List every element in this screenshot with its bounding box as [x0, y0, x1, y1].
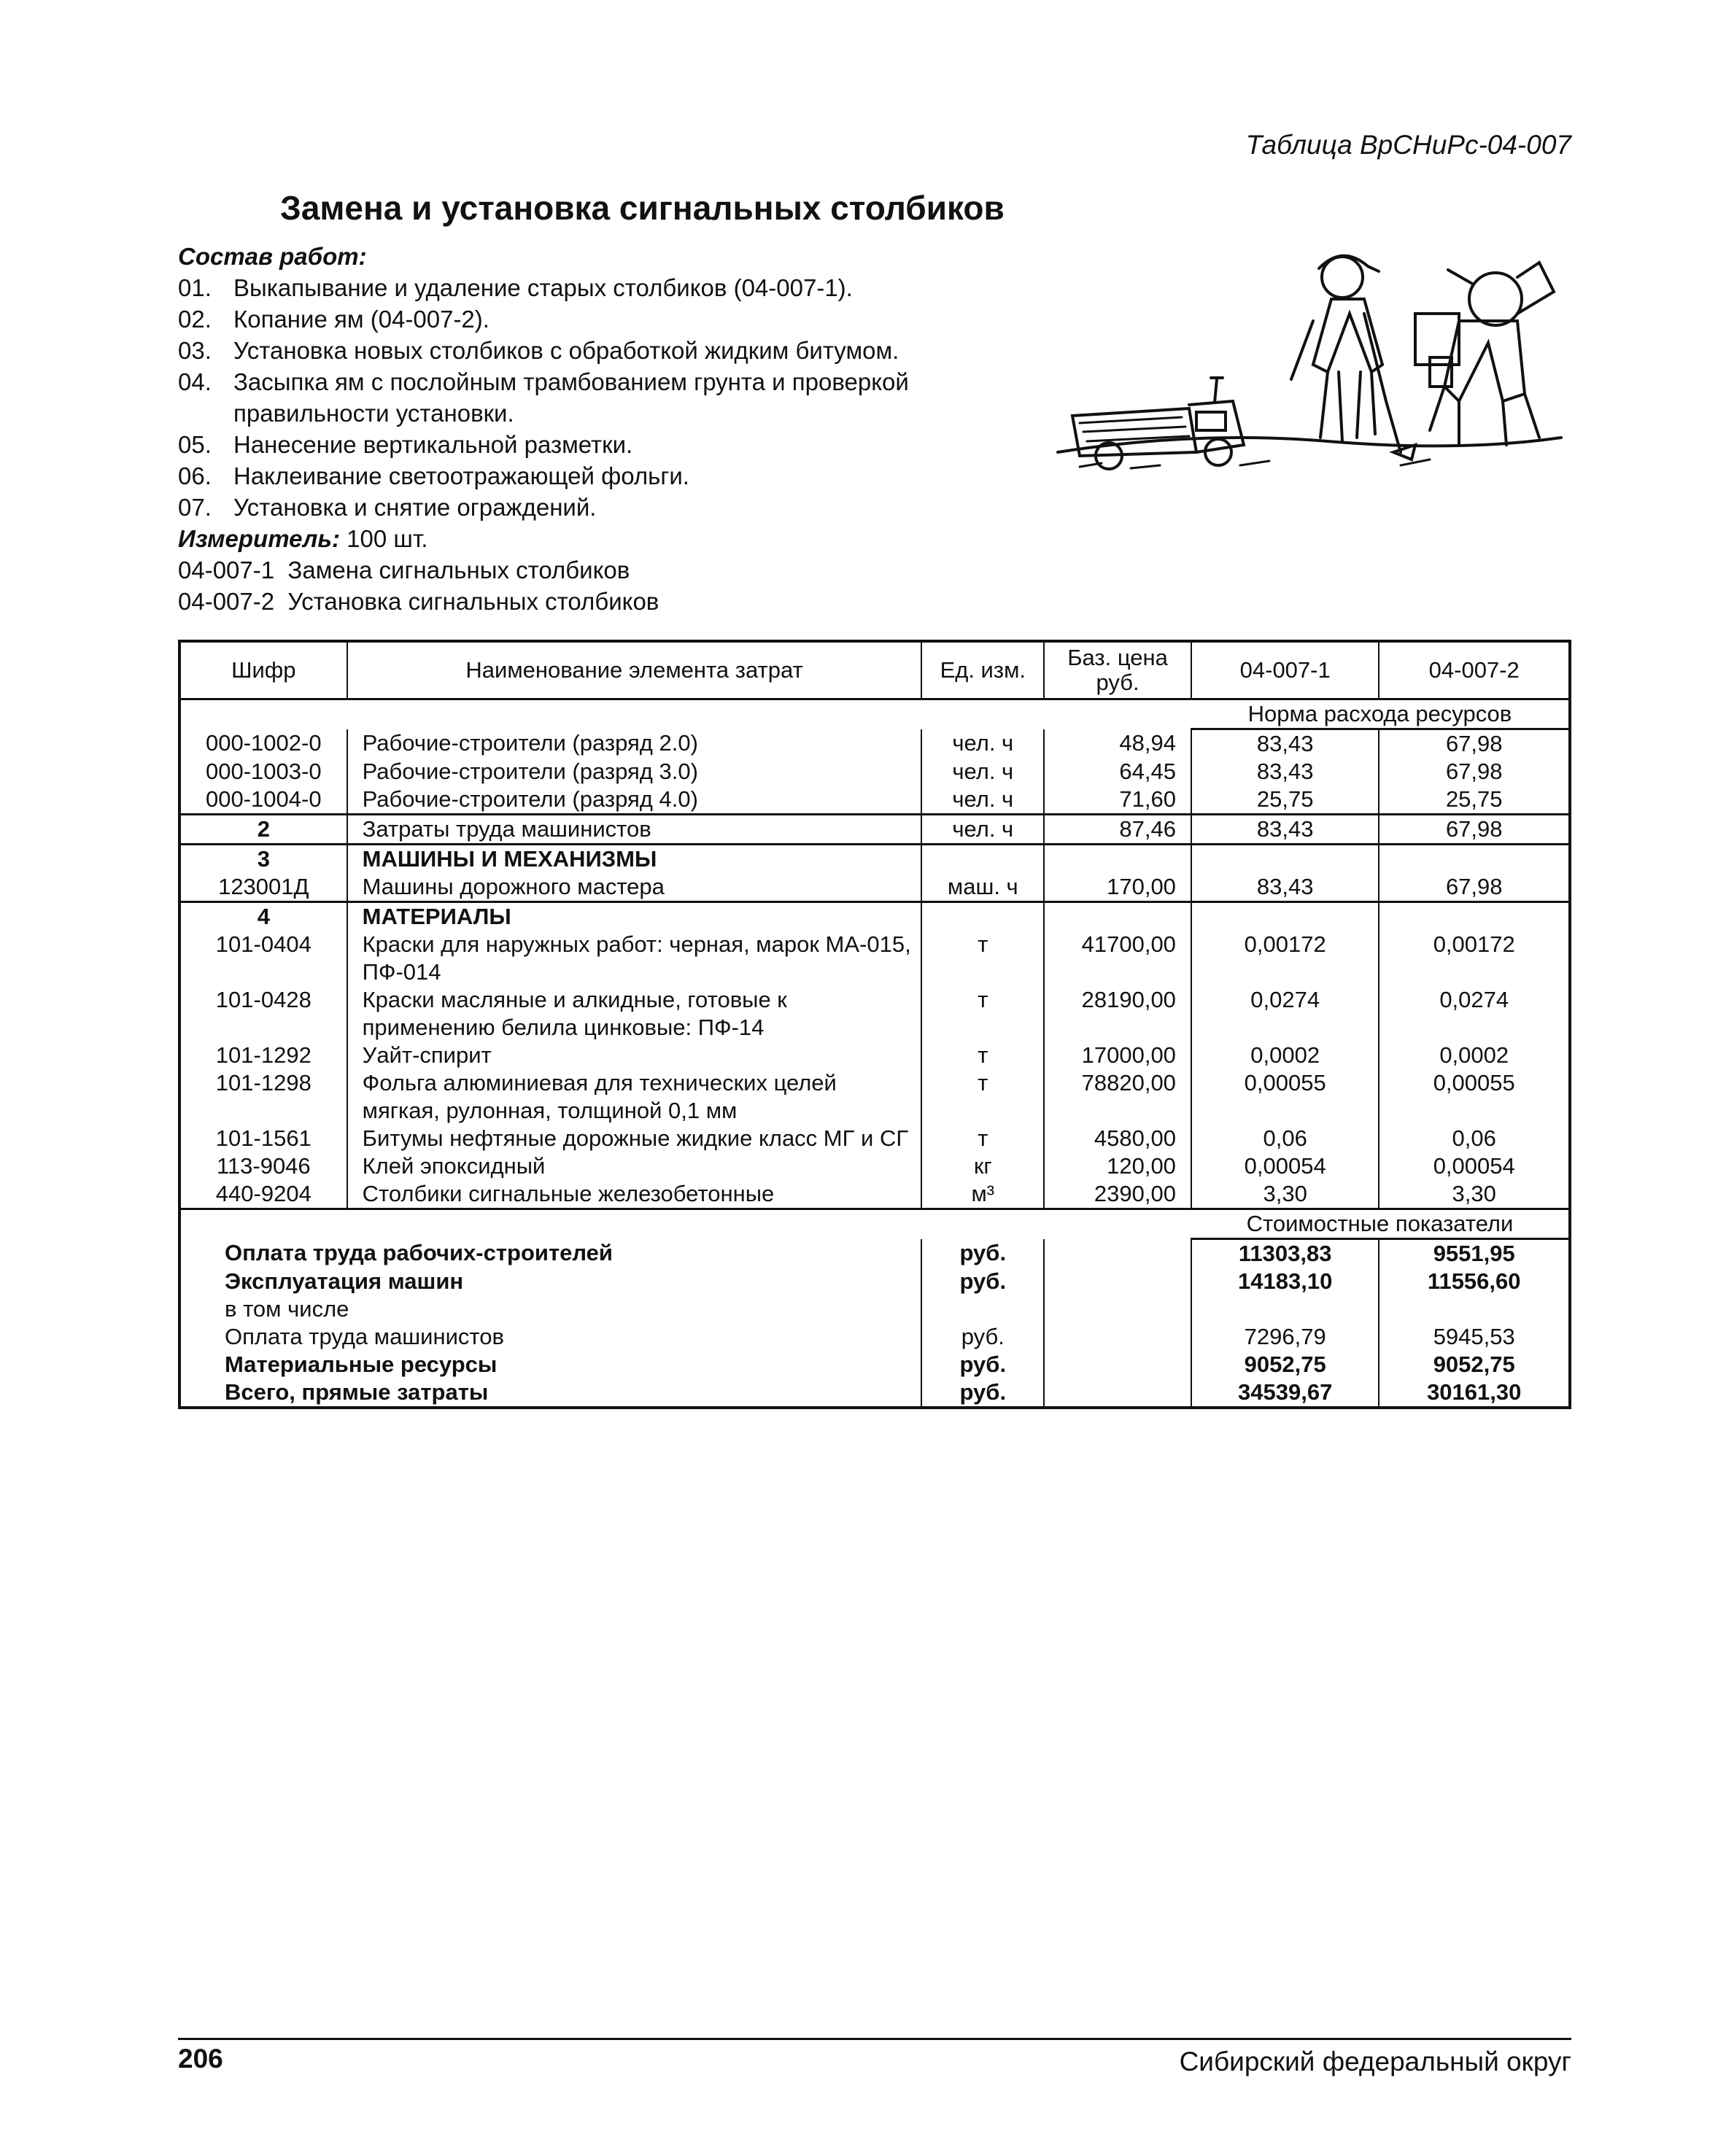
cell-v1 [1191, 902, 1379, 931]
summary-row [179, 1268, 1570, 1295]
cell-price: 64,45 [1044, 758, 1191, 786]
summary-name: Оплата труда рабочих-строителей [179, 1239, 921, 1268]
cell-unit: маш. ч [921, 873, 1044, 902]
work-item [178, 335, 1039, 366]
summary-v1: 34539,67 [1191, 1378, 1379, 1408]
norm-label-row [179, 699, 1570, 729]
cell-v1: 0,00172 [1191, 931, 1379, 986]
norm-label: Норма расхода ресурсов [1191, 699, 1570, 729]
cell-v1: 83,43 [1191, 873, 1379, 902]
measure-label: Измеритель: [178, 525, 340, 552]
cell-name: Уайт-спирит [347, 1042, 922, 1069]
summary-unit: руб. [921, 1323, 1044, 1351]
footer-region: Сибирский федеральный округ [1179, 2047, 1571, 2076]
cell-unit: м³ [921, 1180, 1044, 1209]
cell-code: 101-0404 [179, 931, 347, 986]
work-item-text: Выкапывание и удаление старых столбиков (04-007-1). [233, 274, 853, 301]
cell-v1: 25,75 [1191, 786, 1379, 815]
cell-v1: 0,0274 [1191, 986, 1379, 1042]
cell-v2 [1379, 845, 1570, 874]
cell-price: 71,60 [1044, 786, 1191, 815]
summary-v1 [1191, 1295, 1379, 1323]
cell-code: 101-1292 [179, 1042, 347, 1069]
cell-code: 4 [179, 902, 347, 931]
variant-line: 04-007-1 Замена сигнальных столбиков [178, 557, 630, 583]
cell-v2: 67,98 [1379, 815, 1570, 845]
work-item-text: Установка новых столбиков с обработкой жидким битумом. [233, 337, 899, 364]
table-row [179, 986, 1570, 1042]
cell-v2 [1379, 902, 1570, 931]
summary-row [179, 1239, 1570, 1268]
work-item-num: 05. [178, 431, 212, 458]
cell-code: 440-9204 [179, 1180, 347, 1209]
cell-unit [921, 845, 1044, 874]
cell-price: 28190,00 [1044, 986, 1191, 1042]
cell-v1: 83,43 [1191, 729, 1379, 759]
summary-name: Материальные ресурсы [179, 1351, 921, 1378]
cell-price: 41700,00 [1044, 931, 1191, 986]
cell-v2: 67,98 [1379, 873, 1570, 902]
cell-price: 2390,00 [1044, 1180, 1191, 1209]
variant-line: 04-007-2 Установка сигнальных столбиков [178, 588, 659, 615]
cell-price: 17000,00 [1044, 1042, 1191, 1069]
cell-v2: 3,30 [1379, 1180, 1570, 1209]
cell-v1 [1191, 845, 1379, 874]
cell-price: 120,00 [1044, 1152, 1191, 1180]
page-number: 206 [178, 2044, 223, 2074]
section-row [179, 902, 1570, 931]
work-item-text: Установка и снятие ограждений. [233, 494, 597, 521]
table-row [179, 729, 1570, 759]
cell-name: Рабочие-строители (разряд 4.0) [347, 786, 922, 815]
work-composition [178, 241, 1039, 617]
cell-name: Фольга алюминиевая для технических целей мягкая, рулонная, толщиной 0,1 мм [347, 1069, 922, 1125]
cell-unit: т [921, 1125, 1044, 1152]
cell-code: 101-1561 [179, 1125, 347, 1152]
table-row [179, 786, 1570, 815]
cell-v2: 67,98 [1379, 758, 1570, 786]
cell-price: 48,94 [1044, 729, 1191, 759]
work-item-num: 06. [178, 462, 212, 489]
workers-illustration [1050, 233, 1576, 489]
measure-value: 100 шт. [340, 525, 428, 552]
cell-name: Битумы нефтяные дорожные жидкие класс МГ и СГ [347, 1125, 922, 1152]
work-item-text: Копание ям (04-007-2). [233, 306, 489, 333]
summary-v2: 9551,95 [1379, 1239, 1570, 1268]
cell-unit [921, 902, 1044, 931]
summary-v2: 30161,30 [1379, 1378, 1570, 1408]
cell-unit: т [921, 986, 1044, 1042]
summary-v2: 9052,75 [1379, 1351, 1570, 1378]
table-row [179, 1152, 1570, 1180]
summary-unit: руб. [921, 1239, 1044, 1268]
cell-code: 101-1298 [179, 1069, 347, 1125]
summary-v1: 14183,10 [1191, 1268, 1379, 1295]
cell-name: МАШИНЫ И МЕХАНИЗМЫ [347, 845, 922, 874]
cell-v1: 83,43 [1191, 815, 1379, 845]
cell-name: Краски для наружных работ: черная, марок МА-015, ПФ-014 [347, 931, 922, 986]
cell-v2: 0,00054 [1379, 1152, 1570, 1180]
cell-name: Столбики сигнальные железобетонные [347, 1180, 922, 1209]
col-header-name: Наименование элемента затрат [347, 641, 922, 699]
cell-unit: т [921, 931, 1044, 986]
cell-price: 87,46 [1044, 815, 1191, 845]
composition-label: Состав работ: [178, 243, 367, 270]
cell-code: 3 [179, 845, 347, 874]
cell-name: Краски масляные и алкидные, готовые к применению белила цинковые: ПФ-14 [347, 986, 922, 1042]
work-item-num: 02. [178, 306, 212, 333]
cell-price: 170,00 [1044, 873, 1191, 902]
work-item [178, 429, 1039, 460]
work-item [178, 272, 1039, 303]
summary-row [179, 1323, 1570, 1351]
cell-name: Рабочие-строители (разряд 3.0) [347, 758, 922, 786]
cell-price [1044, 902, 1191, 931]
cell-code: 000-1002-0 [179, 729, 347, 759]
summary-row [179, 1351, 1570, 1378]
cell-unit: чел. ч [921, 786, 1044, 815]
cell-name: Клей эпоксидный [347, 1152, 922, 1180]
summary-unit: руб. [921, 1268, 1044, 1295]
col-header-price: Баз. цена руб. [1044, 641, 1191, 699]
summary-v2: 5945,53 [1379, 1323, 1570, 1351]
cell-price [1044, 845, 1191, 874]
work-item [178, 366, 1039, 429]
table-row [179, 1069, 1570, 1125]
cell-code: 2 [179, 815, 347, 845]
work-item [178, 303, 1039, 335]
cell-v2: 0,06 [1379, 1125, 1570, 1152]
cell-v2: 0,00055 [1379, 1069, 1570, 1125]
summary-name: Всего, прямые затраты [179, 1378, 921, 1408]
cell-v2: 0,00172 [1379, 931, 1570, 986]
work-item-num: 07. [178, 494, 212, 521]
cell-code: 000-1003-0 [179, 758, 347, 786]
summary-name: Эксплуатация машин [179, 1268, 921, 1295]
work-item-num: 04. [178, 368, 212, 395]
cell-v2: 0,0002 [1379, 1042, 1570, 1069]
summary-unit: руб. [921, 1351, 1044, 1378]
summary-v1: 11303,83 [1191, 1239, 1379, 1268]
summary-name: Оплата труда машинистов [179, 1323, 921, 1351]
resources-table [178, 640, 1571, 1409]
col-header-code: Шифр [179, 641, 347, 699]
table-reference: Таблица ВрСНиРс-04-007 [1245, 130, 1571, 160]
table-row [179, 1125, 1570, 1152]
work-item-num: 03. [178, 337, 212, 364]
col-header-variant-2: 04-007-2 [1379, 641, 1570, 699]
cell-unit: кг [921, 1152, 1044, 1180]
cell-v1: 83,43 [1191, 758, 1379, 786]
cell-name: Рабочие-строители (разряд 2.0) [347, 729, 922, 759]
work-item [178, 492, 1039, 523]
footer-divider [178, 2038, 1571, 2040]
cell-name: Затраты труда машинистов [347, 815, 922, 845]
cell-v1: 3,30 [1191, 1180, 1379, 1209]
summary-unit [921, 1295, 1044, 1323]
cell-v2: 67,98 [1379, 729, 1570, 759]
cell-v1: 0,0002 [1191, 1042, 1379, 1069]
work-item-text: Наклеивание светоотражающей фольги. [233, 462, 689, 489]
work-item-text: Нанесение вертикальной разметки. [233, 431, 633, 458]
section-row [179, 845, 1570, 874]
cell-v1: 0,06 [1191, 1125, 1379, 1152]
col-header-variant-1: 04-007-1 [1191, 641, 1379, 699]
table-row [179, 1042, 1570, 1069]
measure [178, 523, 1039, 554]
table-row [179, 1180, 1570, 1209]
summary-name: в том числе [179, 1295, 921, 1323]
summary-row [179, 1378, 1570, 1408]
cell-v2: 25,75 [1379, 786, 1570, 815]
table-row [179, 873, 1570, 902]
cell-v1: 0,00055 [1191, 1069, 1379, 1125]
col-header-unit: Ед. изм. [921, 641, 1044, 699]
work-item-text: Засыпка ям с послойным трамбованием грунта и проверкой правильности установки. [233, 368, 909, 427]
cell-unit: т [921, 1069, 1044, 1125]
cell-unit: чел. ч [921, 815, 1044, 845]
table-row [179, 758, 1570, 786]
cell-unit: чел. ч [921, 729, 1044, 759]
table-row [179, 931, 1570, 986]
cell-code: 123001Д [179, 873, 347, 902]
cell-price: 78820,00 [1044, 1069, 1191, 1125]
table-row [179, 815, 1570, 845]
cell-price: 4580,00 [1044, 1125, 1191, 1152]
cell-v1: 0,00054 [1191, 1152, 1379, 1180]
summary-row [179, 1295, 1570, 1323]
cell-code: 101-0428 [179, 986, 347, 1042]
cell-code: 113-9046 [179, 1152, 347, 1180]
summary-unit: руб. [921, 1378, 1044, 1408]
cell-name: МАТЕРИАЛЫ [347, 902, 922, 931]
summary-v2: 11556,60 [1379, 1268, 1570, 1295]
cell-unit: чел. ч [921, 758, 1044, 786]
cell-code: 000-1004-0 [179, 786, 347, 815]
work-item [178, 460, 1039, 492]
page-title: Замена и установка сигнальных столбиков [280, 189, 1005, 227]
cost-label: Стоимостные показатели [1191, 1209, 1570, 1239]
summary-v1: 7296,79 [1191, 1323, 1379, 1351]
cell-unit: т [921, 1042, 1044, 1069]
cell-v2: 0,0274 [1379, 986, 1570, 1042]
table-header-row [179, 641, 1570, 699]
summary-v1: 9052,75 [1191, 1351, 1379, 1378]
work-item-num: 01. [178, 274, 212, 301]
cost-label-row [179, 1209, 1570, 1239]
cell-name: Машины дорожного мастера [347, 873, 922, 902]
summary-v2 [1379, 1295, 1570, 1323]
